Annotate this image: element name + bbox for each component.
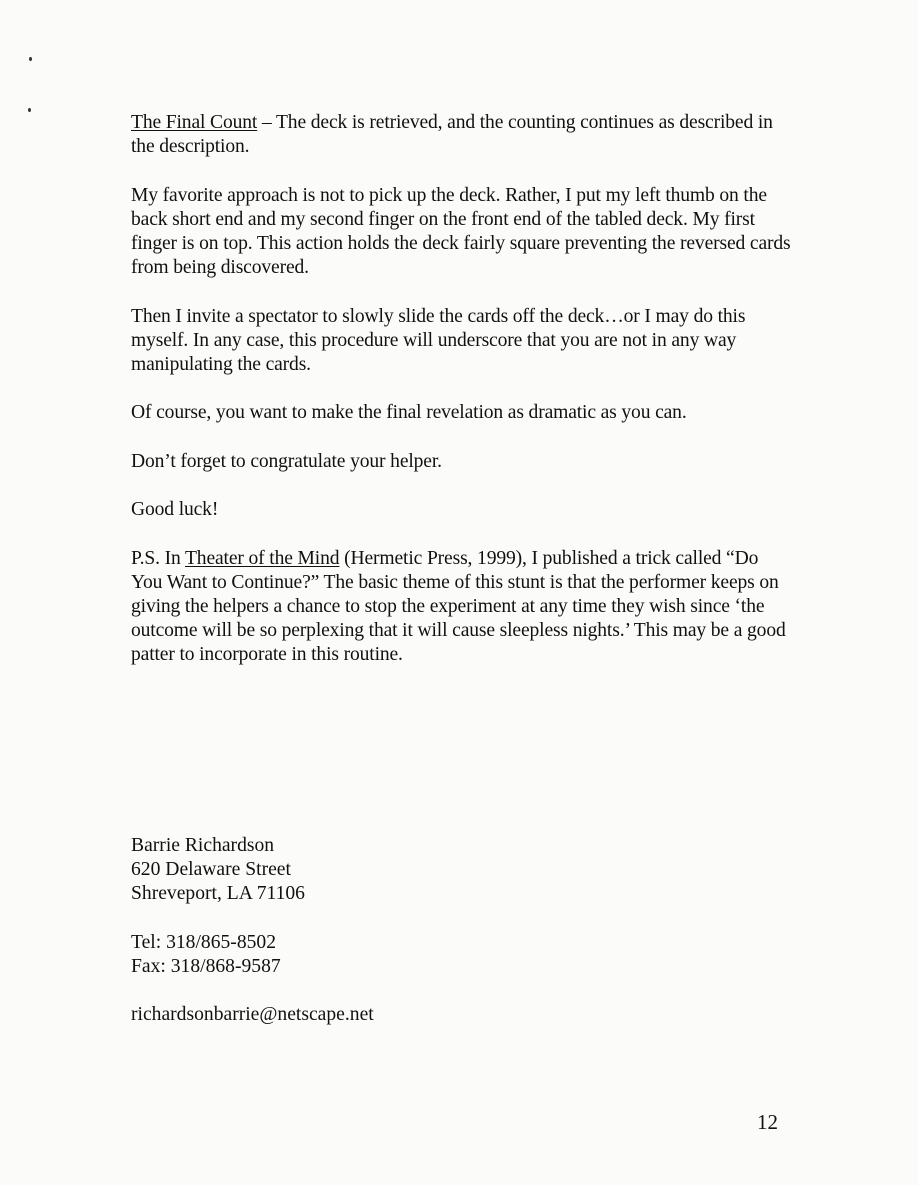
postscript-prefix: P.S. In bbox=[131, 547, 185, 569]
body-text bbox=[131, 111, 791, 692]
paragraph-revelation: Of course, you want to make the final revelation as dramatic as you can. bbox=[131, 402, 687, 424]
final-count-paragraph bbox=[131, 111, 791, 159]
postscript-paragraph bbox=[131, 547, 791, 668]
contact-block bbox=[131, 834, 631, 1052]
paragraph-congratulate: Don’t forget to congratulate your helper. bbox=[131, 450, 442, 472]
paragraph-approach: My favorite approach is not to pick up the deck. Rather, I put my left thumb on the back short end and my second finger on the front end of the tabled deck. My first finger is on top. This action holds the deck fairly square preventing the reversed cards from being discovered. bbox=[131, 184, 791, 279]
postscript-text: (Hermetic Press, 1999), I published a trick called “Do You Want to Continue?” The basic theme of this stunt is that the performer keeps on giving the helpers a chance to stop the experiment at any time they wish since ‘the outcome will be so perplexing that it will cause sleepless nights.’ This may be a good patter to incorporate in this routine. bbox=[131, 547, 786, 666]
contact-email: richardsonbarrie@netscape.net bbox=[131, 1004, 374, 1026]
contact-name: Barrie Richardson bbox=[131, 835, 275, 856]
final-count-heading: The Final Count bbox=[131, 112, 258, 133]
postal-address bbox=[131, 834, 631, 907]
paragraph-good-luck: Good luck! bbox=[131, 499, 219, 521]
contact-city: Shreveport, LA 71106 bbox=[131, 883, 305, 905]
scan-speck bbox=[28, 108, 31, 112]
page-number: 12 bbox=[757, 1110, 778, 1134]
contact-fax: Fax: 318/868-9587 bbox=[131, 956, 281, 977]
email-paragraph bbox=[131, 1003, 631, 1027]
book-title: Theater of the Mind bbox=[184, 547, 340, 569]
contact-street: 620 Delaware Street bbox=[131, 859, 291, 881]
phone-numbers bbox=[131, 931, 631, 979]
scan-speck bbox=[29, 57, 32, 61]
final-count-text: – The deck is retrieved, and the counting continues as described in the description. bbox=[131, 112, 773, 158]
paragraph-spectator: Then I invite a spectator to slowly slide the cards off the deck…or I may do this myself. In any case, this procedure will underscore that you are not in any way manipulating the cards. bbox=[131, 305, 746, 375]
contact-tel: Tel: 318/865-8502 bbox=[131, 931, 277, 953]
